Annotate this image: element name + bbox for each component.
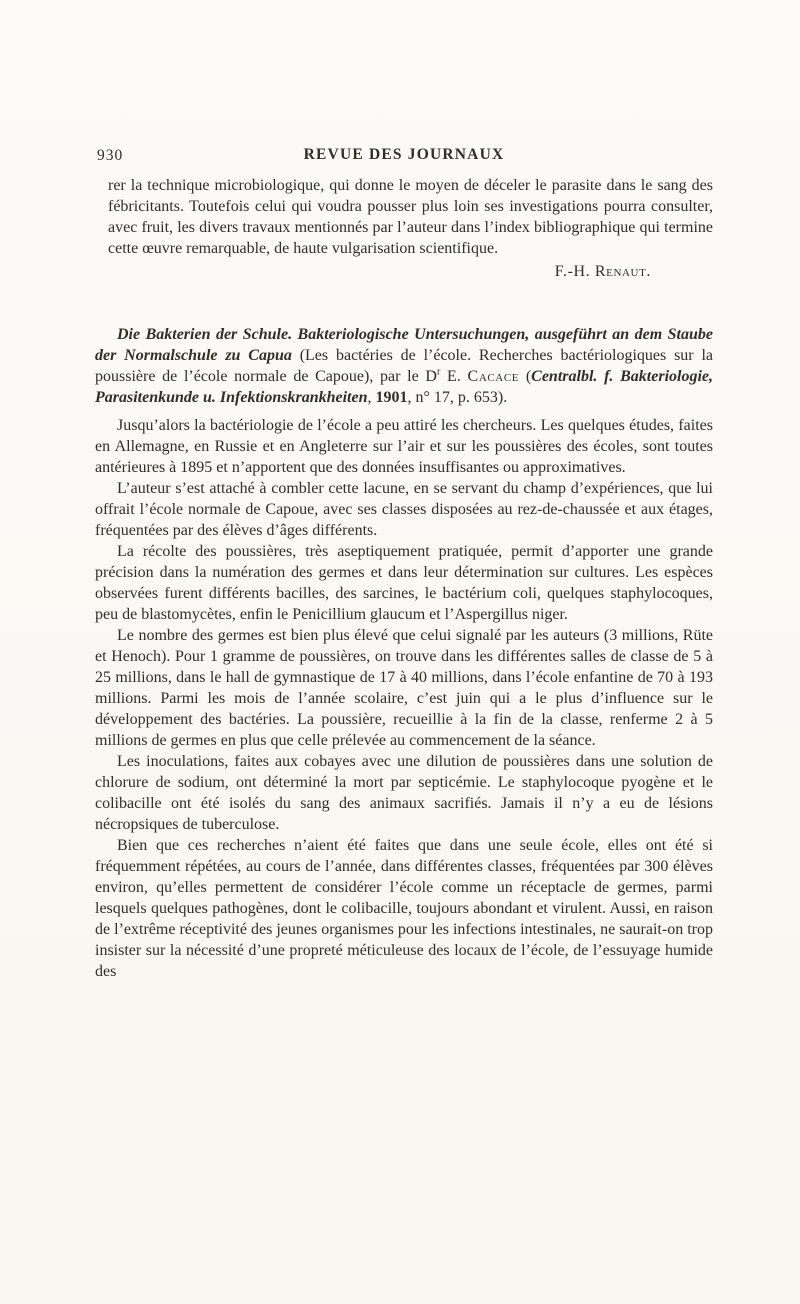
body-paragraph-5: Les inoculations, faites aux cobayes avec une dilution de poussières dans une solution de chlorure de sodium, ont déterminé la mort par septicémie. Le staphylocoque pyogène et le colibacille ont été isolés du sang des animaux sacrifiés. Jamais il n’y a eu de lésions nécropsiques de tuberculose. bbox=[95, 753, 713, 833]
citation-doctor-superscript: r bbox=[437, 366, 441, 378]
body-paragraph-4: Le nombre des germes est bien plus élevé que celui signalé par les auteurs (3 millions, Rüte et Henoch). Pour 1 gramme de poussières, on trouve dans les différentes salles de classe de 5 à 25 millions, dans le hall de gymnastique de 17 à 40 millions, dans l’école enfantine de 70 à 193 millions. Parmi les mois de l’année scolaire, c’est juin qui a le plus d’influence sur le développement des bactéries. La poussière, recueillie à la fin de la classe, renferme 2 à 5 millions de germes en plus que celle prélevée au commencement de la séance. bbox=[95, 627, 713, 749]
article-end-paragraph: rer la technique microbiologique, qui donne le moyen de déceler le parasite dans le sang des fébricitants. Toutefois celui qui voudra pousser plus loin ses investigations pourra consulter, avec fruit, les divers travaux mentionnés par l’auteur dans l’index bibliographique qui termine cette œuvre remarquable, de haute vulgarisation scientifique. bbox=[108, 177, 713, 257]
page-content bbox=[95, 146, 713, 982]
body-paragraph-1: Jusqu’alors la bactériologie de l’école a peu attiré les chercheurs. Les quelques études, faites en Allemagne, en Russie et en Angleterre sur l’air et sur les poussières des écoles, sont toutes antérieures à 1895 et n’apportent que des données insuffisantes ou approximatives. bbox=[95, 417, 713, 476]
citation-french-translation: (Les bactéries de l’école. Recherches bactériologiques sur la poussière de l’école normale de Capoue), par le D bbox=[95, 347, 714, 385]
citation-year: 1901 bbox=[375, 389, 408, 406]
running-head bbox=[95, 146, 713, 168]
body-paragraph-3: La récolte des poussières, très aseptiquement pratiquée, permit d’apporter une grande précision dans la numération des germes et dans leur détermination sur cultures. Les espèces observées furent différents bacilles, des sarcines, le bactérium coli, quelques staphylocoques, peu de blastomycètes, enfin le Penicillium glaucum et l’Aspergillus niger. bbox=[95, 543, 713, 623]
author-signature-name: F.-H. Renaut. bbox=[554, 263, 651, 280]
citation-paragraph bbox=[95, 324, 713, 408]
author-signature bbox=[95, 261, 713, 282]
citation-journal-open: ( bbox=[519, 368, 532, 385]
citation-author-intro: E. bbox=[440, 368, 468, 385]
citation-journal-title: Centralbl. f. Bakteriologie, Parasitenkunde u. Infektionskrankheiten bbox=[95, 368, 714, 406]
body-paragraph-2: L’auteur s’est attaché à combler cette lacune, en se servant du champ d’expériences, que lui offrait l’école normale de Capoue, avec ses classes disposées au rez-de-chaussée et aux étages, fréquentées par des élèves d’âges différents. bbox=[95, 480, 713, 539]
citation-author-name: Cacace bbox=[467, 368, 520, 385]
citation-german-title: Die Bakterien der Schule. Bakteriologische Untersuchungen, ausgeführt an dem Staube der Normalschule zu Capua bbox=[95, 326, 713, 364]
body-paragraph-6: Bien que ces recherches n’aient été faites que dans une seule école, elles ont été si fréquemment répétées, au cours de l’année, dans différentes classes, fréquentées par 300 élèves environ, qu’elles permettent de considérer l’école comme un réceptacle de germes, parmi lesquels quelques pathogènes, dont le colibacille, toujours abondant et virulent. Aussi, en raison de l’extrême réceptivité des jeunes organismes pour les infections intestinales, ne saurait-on trop insister sur la nécessité d’une propreté méticuleuse des locaux de l’école, de l’essuyage humide des bbox=[95, 837, 713, 980]
page-number: 930 bbox=[97, 147, 124, 164]
citation-year-separator: , bbox=[367, 389, 376, 406]
citation-reference-tail: , n° 17, p. 653). bbox=[407, 389, 508, 406]
running-header-title: REVUE DES JOURNAUX bbox=[303, 146, 505, 163]
